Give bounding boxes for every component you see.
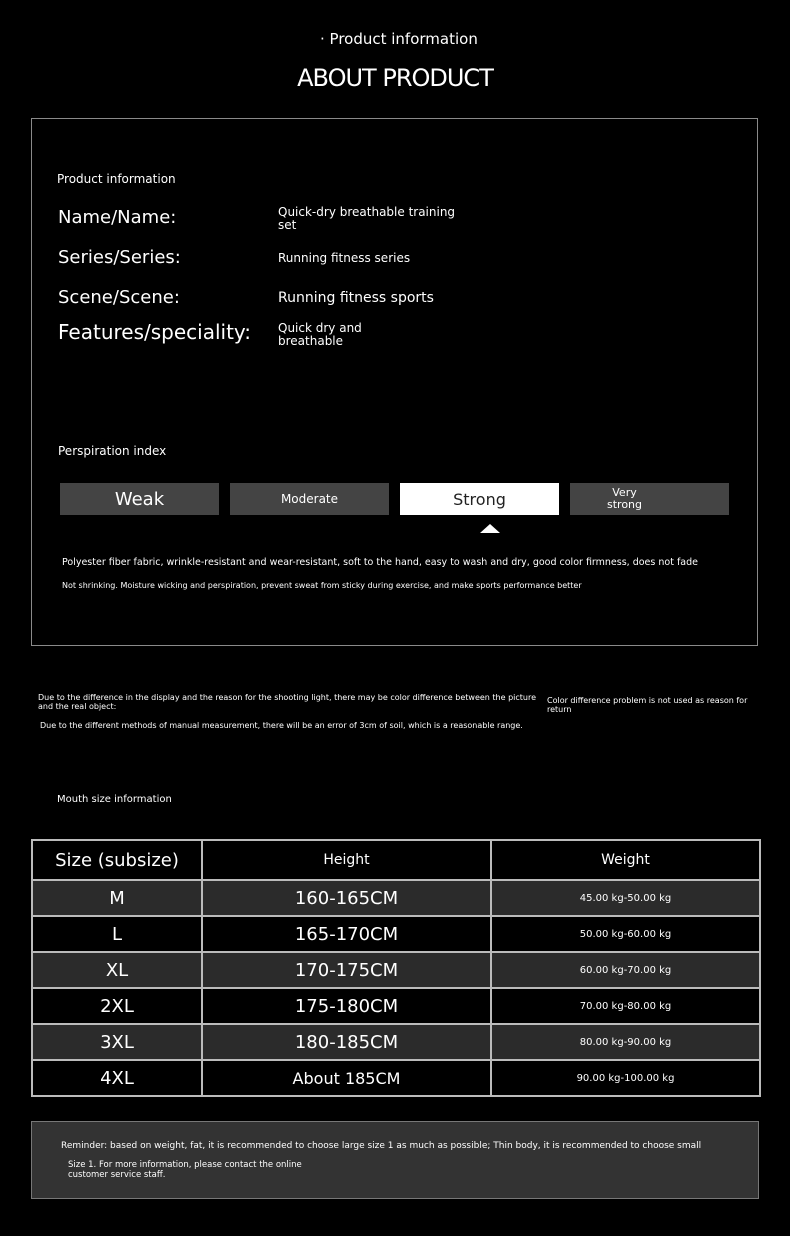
cell-size: 4XL [32,1060,202,1096]
size-info-label: Mouth size information [57,794,172,805]
cell-height: 170-175CM [202,952,491,988]
cell-height: About 185CM [202,1060,491,1096]
table-row [32,916,760,952]
section-subtitle: · Product information [320,30,478,48]
cell-weight: 80.00 kg-90.00 kg [491,1024,760,1060]
attr-series-value: Running fitness series [278,251,411,265]
attr-scene-value: Running fitness sports [278,290,434,306]
cell-weight: 90.00 kg-100.00 kg [491,1060,760,1096]
fabric-description-line1: Polyester fiber fabric, wrinkle-resistant and wear-resistant, soft to the hand, easy to wash and dry, good color firmness, does not fade [62,557,698,568]
perspiration-level-strong[interactable]: Strong [400,483,559,515]
fabric-description-line2: Not shrinking. Moisture wicking and perspiration, prevent sweat from sticky during exercise, and make sports performance better [62,581,582,590]
color-return-note: Color difference problem is not used as reason for return [547,696,748,714]
table-row [32,1024,760,1060]
cell-weight: 45.00 kg-50.00 kg [491,880,760,916]
reminder-text-line1: Reminder: based on weight, fat, it is recommended to choose large size 1 as much as possible; Thin body, it is recommended to choose small [61,1141,702,1151]
attr-name-key: Name/Name: [58,207,177,228]
table-row [32,880,760,916]
selected-level-indicator-icon [480,524,500,533]
size-table [31,839,761,1097]
cell-weight: 70.00 kg-80.00 kg [491,988,760,1024]
cell-height: 175-180CM [202,988,491,1024]
measurement-note: Due to the different methods of manual measurement, there will be an error of 3cm of soil, which is a reasonable range. [40,721,523,730]
header-height: Height [202,840,491,880]
cell-weight: 50.00 kg-60.00 kg [491,916,760,952]
attr-series-key: Series/Series: [58,247,181,268]
perspiration-level-very-strong[interactable]: Very strong [570,483,729,515]
perspiration-level-weak[interactable]: Weak [60,483,219,515]
page-title: ABOUT PRODUCT [297,64,493,92]
cell-size: 3XL [32,1024,202,1060]
cell-size: M [32,880,202,916]
size-table-header [32,840,760,880]
cell-height: 160-165CM [202,880,491,916]
header-weight: Weight [491,840,760,880]
cell-size: L [32,916,202,952]
table-row [32,1060,760,1096]
cell-size: 2XL [32,988,202,1024]
reminder-text-line2: Size 1. For more information, please contact the online customer service staff. [68,1160,302,1180]
product-info-label: Product information [57,172,176,186]
perspiration-level-moderate[interactable]: Moderate [230,483,389,515]
table-row [32,988,760,1024]
attr-features-key: Features/speciality: [58,320,252,344]
header-size: Size (subsize) [32,840,202,880]
cell-height: 180-185CM [202,1024,491,1060]
attr-scene-key: Scene/Scene: [58,287,180,308]
cell-height: 165-170CM [202,916,491,952]
perspiration-label: Perspiration index [58,444,167,458]
color-difference-note: Due to the difference in the display and the reason for the shooting light, there may be color difference between the picture and the real object: [38,693,537,711]
attr-features-value: Quick dry and breathable [278,321,362,348]
attr-name-value: Quick-dry breathable training set [278,205,456,232]
cell-size: XL [32,952,202,988]
cell-weight: 60.00 kg-70.00 kg [491,952,760,988]
table-row [32,952,760,988]
